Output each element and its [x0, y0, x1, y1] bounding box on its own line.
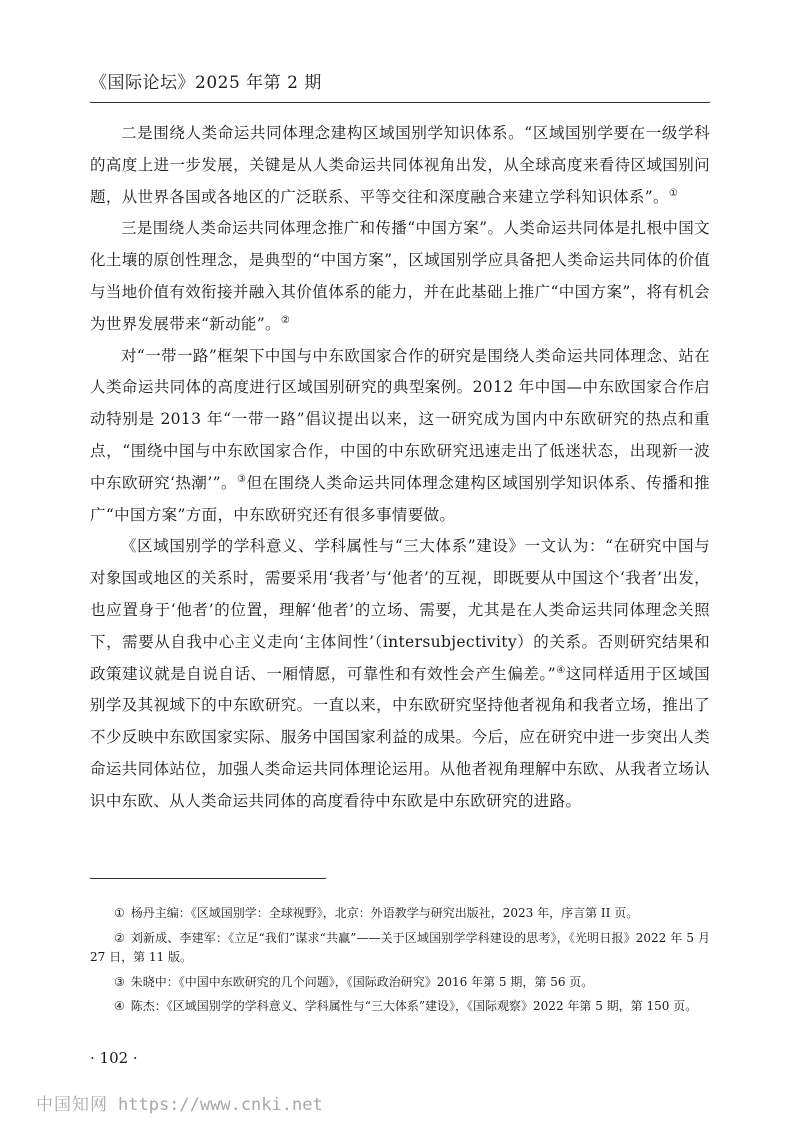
footnotes: [90, 904, 710, 1022]
paragraph-text: 二是围绕人类命运共同体理念建构区域国别学知识体系。“区域国别学要在一级学科的高度上进一步发展，关键是从人类命运共同体视角出发，从全球高度来看待区域国别问题，从世界各国或各地区的广泛联系、平等交往和深度融合来建立学科知识体系”。: [90, 124, 710, 206]
footnote-text: 陈杰：《区域国别学的学科意义、学科属性与“三大体系”建设》，《国际观察》2022 年第 5 期，第 150 页。: [130, 999, 698, 1014]
page-number: · 102 ·: [90, 1049, 138, 1067]
running-header: [90, 72, 710, 103]
journal-title: 《国际论坛》2025 年第 2 期: [90, 73, 322, 93]
footnote-ref-3[interactable]: ③: [237, 473, 247, 485]
footnote-2: [90, 929, 710, 968]
paragraph-text: 对“一带一路”框架下中国与中东欧国家合作的研究是围绕人类命运共同体理念、站在人类命运共同体的高度进行区域国别研究的典型案例。2012 年中国—中东欧国家合作启动特别是 2013 年“一带一路”倡议提出以来，这一研究成为国内中东欧研究的热点和重点，“围绕中国与中东欧国家合作，中国的中东欧研究迅速走出了低迷状态，出现新一波中东欧研究‘热潮’”。: [90, 346, 710, 492]
footnote-ref-1[interactable]: ①: [668, 187, 679, 199]
footnote-ref-2[interactable]: ②: [280, 314, 291, 326]
footnote-mark: ④: [114, 999, 125, 1014]
footnote-3: [90, 973, 710, 993]
footnote-text: 刘新成、李建军：《立足“我们”谋求“共赢”——关于区域国别学学科建设的思考》，《光明日报》2022 年 5 月 27 日，第 11 版。: [90, 930, 710, 965]
footnote-mark: ②: [114, 930, 125, 945]
paragraph-text-continued: 这同样适用于区域国别学及其视域下的中东欧研究。一直以来，中东欧研究坚持他者视角和我者立场，推出了不少反映中东欧国家实际、服务中国国家利益的成果。今后，应在研究中进一步突出人类命运共同体站位，加强人类命运共同体理论运用。从他者视角理解中东欧、从我者立场认识中东欧、从人类命运共同体的高度看待中东欧是中东欧研究的进路。: [90, 664, 710, 810]
paragraph-text: 三是围绕人类命运共同体理念推广和传播“中国方案”。人类命运共同体是扎根中国文化土壤的原创性理念，是典型的“中国方案”，区域国别学应具备把人类命运共同体的价值与当地价值有效衔接并融入其价值体系的能力，并在此基础上推广“中国方案”，将有机会为世界发展带来“新动能”。: [90, 219, 710, 333]
paragraph-1: [90, 118, 710, 213]
article-body: [90, 118, 710, 818]
footnote-1: [90, 904, 710, 924]
footnote-mark: ①: [114, 906, 125, 920]
paragraph-text-continued: 但在围绕人类命运共同体理念建构区域国别学知识体系、传播和推广“中国方案”方面，中东欧研究还有很多事情要做。: [90, 473, 710, 524]
paragraph-3: [90, 341, 710, 532]
paragraph-4: [90, 531, 710, 817]
watermark-url[interactable]: https://www.cnki.net: [118, 1095, 323, 1115]
paragraph-2: [90, 213, 710, 340]
cnki-watermark: [36, 1092, 323, 1118]
footnote-text: 朱晓中：《中国中东欧研究的几个问题》，《国际政治研究》2016 年第 5 期，第 56 页。: [130, 974, 594, 989]
footnote-divider: [90, 878, 326, 879]
footnote-mark: ③: [114, 974, 125, 989]
watermark-brand: 中国知网: [36, 1095, 108, 1115]
footnote-4: [90, 997, 710, 1017]
footnote-text: 杨丹主编：《区域国别学：全球视野》，北京：外语教学与研究出版社，2023 年，序言第 II 页。: [130, 906, 639, 920]
paragraph-text: 《区域国别学的学科意义、学科属性与“三大体系”建设》一文认为：“在研究中国与对象国或地区的关系时，需要采用‘我者’与‘他者’的互视，即既要从中国这个‘我者’出发，也应置身于‘他者’的位置，理解‘他者’的立场、需要，尤其是在人类命运共同体理念关照下，需要从自我中心主义走向‘主体间性’（intersubjectivity）的关系。否则研究结果和政策建议就是自说自话、一厢情愿，可靠性和有效性会产生偏差。”: [90, 537, 710, 683]
footnote-ref-4[interactable]: ④: [556, 664, 566, 676]
